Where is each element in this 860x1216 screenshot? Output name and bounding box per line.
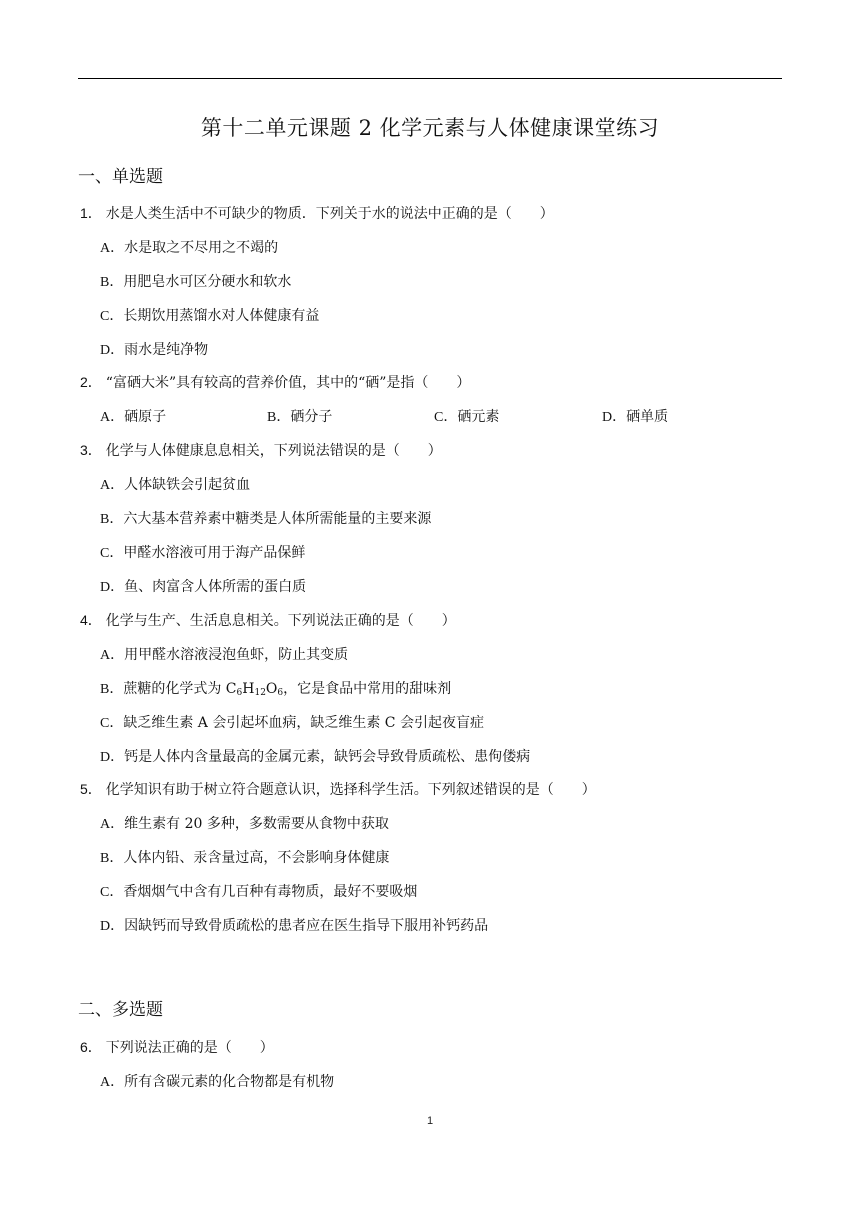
option-text-after: ，它是食品中常用的甜味剂 (283, 681, 452, 697)
option-text: 钙是人体内含量最高的金属元素，缺钙会导致骨质疏松、患佝偻病 (124, 749, 531, 765)
question-text: “富硒大米”具有较高的营养价值，其中的“硒”是指（ ） (105, 375, 471, 391)
option-d (100, 746, 530, 766)
option-a (100, 406, 166, 426)
option-letter: C． (434, 410, 458, 425)
option-b (267, 406, 332, 426)
option-text: 缺乏维生素 A 会引起坏血病，缺乏维生素 C 会引起夜盲症 (123, 715, 484, 731)
formula-subscript: 6 (277, 688, 284, 698)
option-d (100, 576, 306, 596)
option-letter: A． (100, 817, 125, 832)
section-heading-single-choice: 一、单选题 (78, 167, 163, 187)
option-text: 长期饮用蒸馏水对人体健康有益 (123, 308, 320, 324)
question-text: 化学与生产、生活息息相关。下列说法正确的是（ ） (105, 613, 456, 629)
formula-element: O (265, 681, 278, 697)
option-c (100, 881, 417, 901)
option-text: 六大基本营养素中糖类是人体所需能量的主要来源 (123, 511, 432, 527)
option-letter: C． (100, 716, 124, 731)
header-rule (78, 78, 782, 79)
formula-subscript: 6 (236, 688, 243, 698)
option-text: 用甲醛水溶液浸泡鱼虾，防止其变质 (124, 647, 349, 663)
option-d (100, 915, 488, 935)
option-letter: C． (100, 885, 124, 900)
option-text: 人体缺铁会引起贫血 (124, 477, 251, 493)
document-title: 第十二单元课题 2 化学元素与人体健康课堂练习 (200, 116, 660, 140)
formula-element: H (242, 681, 255, 697)
option-letter: B． (100, 851, 124, 866)
option-letter: A． (100, 1075, 125, 1090)
option-letter: B． (267, 410, 291, 425)
option-d (602, 406, 668, 426)
option-text: 硒元素 (457, 409, 500, 425)
question-number: 1． (80, 205, 102, 221)
question-number: 5． (80, 781, 102, 797)
option-letter: D． (100, 343, 125, 358)
option-c (100, 542, 305, 562)
option-letter: B． (100, 275, 124, 290)
question-text: 下列说法正确的是（ ） (105, 1040, 274, 1056)
option-letter: D． (100, 919, 125, 934)
option-text: 水是取之不尽用之不竭的 (124, 240, 279, 256)
option-c (100, 305, 319, 325)
option-text: 甲醛水溶液可用于海产品保鲜 (123, 545, 306, 561)
option-text: 硒分子 (290, 409, 333, 425)
option-text: 所有含碳元素的化合物都是有机物 (124, 1074, 335, 1090)
option-b (100, 271, 291, 291)
question-2 (80, 372, 470, 392)
option-text-before: 蔗糖的化学式为 C (123, 681, 237, 697)
option-text: 雨水是纯净物 (124, 342, 209, 358)
question-number: 2． (80, 374, 102, 390)
option-text: 硒原子 (124, 409, 167, 425)
option-text: 维生素有 20 多种，多数需要从食物中获取 (124, 816, 389, 832)
option-a (100, 237, 278, 257)
option-text: 鱼、肉富含人体所需的蛋白质 (124, 579, 307, 595)
question-text: 化学与人体健康息息相关，下列说法错误的是（ ） (105, 443, 442, 459)
option-text: 硒单质 (626, 409, 669, 425)
question-6 (80, 1037, 274, 1057)
question-4 (80, 610, 456, 630)
option-letter: C． (100, 546, 124, 561)
option-letter: D． (602, 410, 627, 425)
option-letter: D． (100, 750, 125, 765)
option-a (100, 813, 389, 833)
option-b (100, 508, 431, 528)
option-text: 香烟烟气中含有几百种有毒物质，最好不要吸烟 (123, 884, 418, 900)
option-letter: A． (100, 648, 125, 663)
question-number: 3． (80, 442, 102, 458)
question-text: 水是人类生活中不可缺少的物质．下列关于水的说法中正确的是（ ） (105, 206, 554, 222)
option-letter: A． (100, 410, 125, 425)
option-c (100, 712, 484, 732)
option-b (100, 847, 389, 867)
option-a (100, 474, 250, 494)
option-d (100, 339, 208, 359)
option-text: 人体内铅、汞含量过高，不会影响身体健康 (123, 850, 390, 866)
option-text: 因缺钙而导致骨质疏松的患者应在医生指导下服用补钙药品 (124, 918, 489, 934)
option-c (434, 406, 499, 426)
section-heading-multiple-choice: 二、多选题 (78, 1000, 163, 1020)
option-letter: C． (100, 309, 124, 324)
page-number: 1 (426, 1115, 434, 1127)
option-letter: B． (100, 682, 124, 697)
option-letter: A． (100, 478, 125, 493)
option-text: 用肥皂水可区分硬水和软水 (123, 274, 292, 290)
question-number: 6． (80, 1039, 102, 1055)
question-1 (80, 203, 554, 223)
option-a (100, 1071, 334, 1091)
option-b (100, 678, 451, 698)
question-text: 化学知识有助于树立符合题意认识，选择科学生活。下列叙述错误的是（ ） (105, 782, 596, 798)
option-letter: B． (100, 512, 124, 527)
formula-subscript: 12 (254, 688, 266, 698)
question-3 (80, 440, 442, 460)
option-letter: D． (100, 580, 125, 595)
option-letter: A． (100, 241, 125, 256)
option-a (100, 644, 348, 664)
question-number: 4． (80, 612, 102, 628)
question-5 (80, 779, 596, 799)
